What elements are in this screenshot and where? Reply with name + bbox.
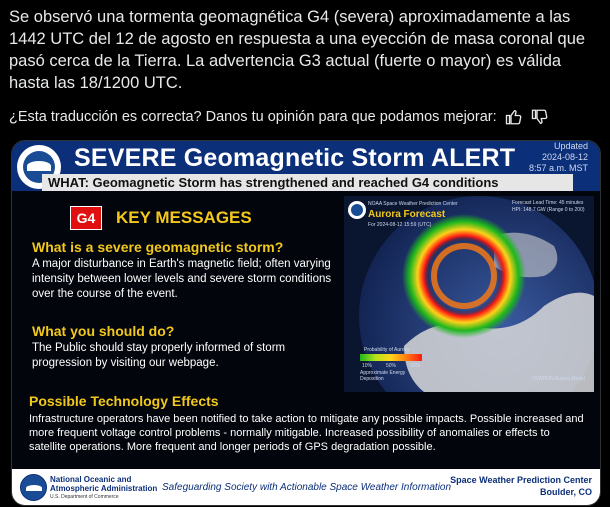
- what-bar: WHAT: Geomagnetic Storm has strengthened and reached G4 conditions: [42, 174, 573, 191]
- answer-severe-storm: A major disturbance in Earth's magnetic field; often varying intensity between lower levels and severe storm conditions over the course of the event.: [32, 258, 332, 300]
- thumbs-down-icon[interactable]: [531, 108, 549, 126]
- aurora-forecast-title: Aurora Forecast: [368, 209, 446, 220]
- translation-question: ¿Esta traducción es correcta? Danos tu opinión para que podamos mejorar:: [9, 109, 497, 125]
- question-what-to-do: What you should do?: [32, 323, 175, 339]
- noaa-org-name: National Oceanic and Atmospheric Administration U.S. Department of Commerce: [50, 475, 158, 500]
- thumbs-up-icon[interactable]: [505, 108, 523, 126]
- alert-title: SEVERE Geomagnetic Storm ALERT: [74, 144, 516, 172]
- footer-tagline: Safeguarding Society with Actionable Space Weather Information: [162, 482, 452, 493]
- answer-what-to-do: The Public should stay properly informed of storm progression by visiting our webpage.: [32, 342, 286, 369]
- alert-content: [12, 191, 600, 469]
- tweet-text: Se observó una tormenta geomagnética G4 (severa) aproximadamente a las 1442 UTC del 12 de agosto en respuesta a una eyección de masa coronal que pasó cerca de la Tierra. La advertencia G3 actual (fuerte o mayor) es válida hasta las 18/1200 UTC.: [9, 8, 586, 92]
- alert-footer: [12, 469, 600, 505]
- aurora-probability-scale: [360, 354, 422, 361]
- aurora-forecast-map: NOAA Space Weather Prediction Center Aurora Forecast For 2024-08-12 15:59 (UTC) Forecast Lead Time: 45 minutes HPI: 148.7 GW (Range 0 to 200) Probability of Aurora 10% 50% 90% Approximate Energy Deposition OVATION Aurora Model: [344, 196, 594, 392]
- question-severe-storm: What is a severe geomagnetic storm?: [32, 239, 284, 255]
- technology-effects-heading: Possible Technology Effects: [29, 393, 219, 409]
- alert-image-card[interactable]: [11, 140, 601, 506]
- noaa-mini-logo-icon: [348, 201, 366, 219]
- noaa-logo-icon: [20, 474, 47, 501]
- swpc-location: Space Weather Prediction Center Boulder, CO: [450, 475, 592, 497]
- translation-feedback: [9, 108, 549, 126]
- key-messages-heading: KEY MESSAGES: [116, 208, 252, 227]
- technology-effects-text: Infrastructure operators have been notified to take action to mitigate any possible impacts. Possible increased and more frequent voltage control problems - normally mitigable. Increased possibility of anomalies or effects to satellite operations. More frequent and longer periods of GPS degradation possible.: [29, 413, 584, 453]
- g4-badge: G4: [70, 206, 102, 230]
- updated-stamp: Updated 2024-08-12 8:57 a.m. MST: [528, 141, 588, 173]
- alert-header: [12, 141, 600, 191]
